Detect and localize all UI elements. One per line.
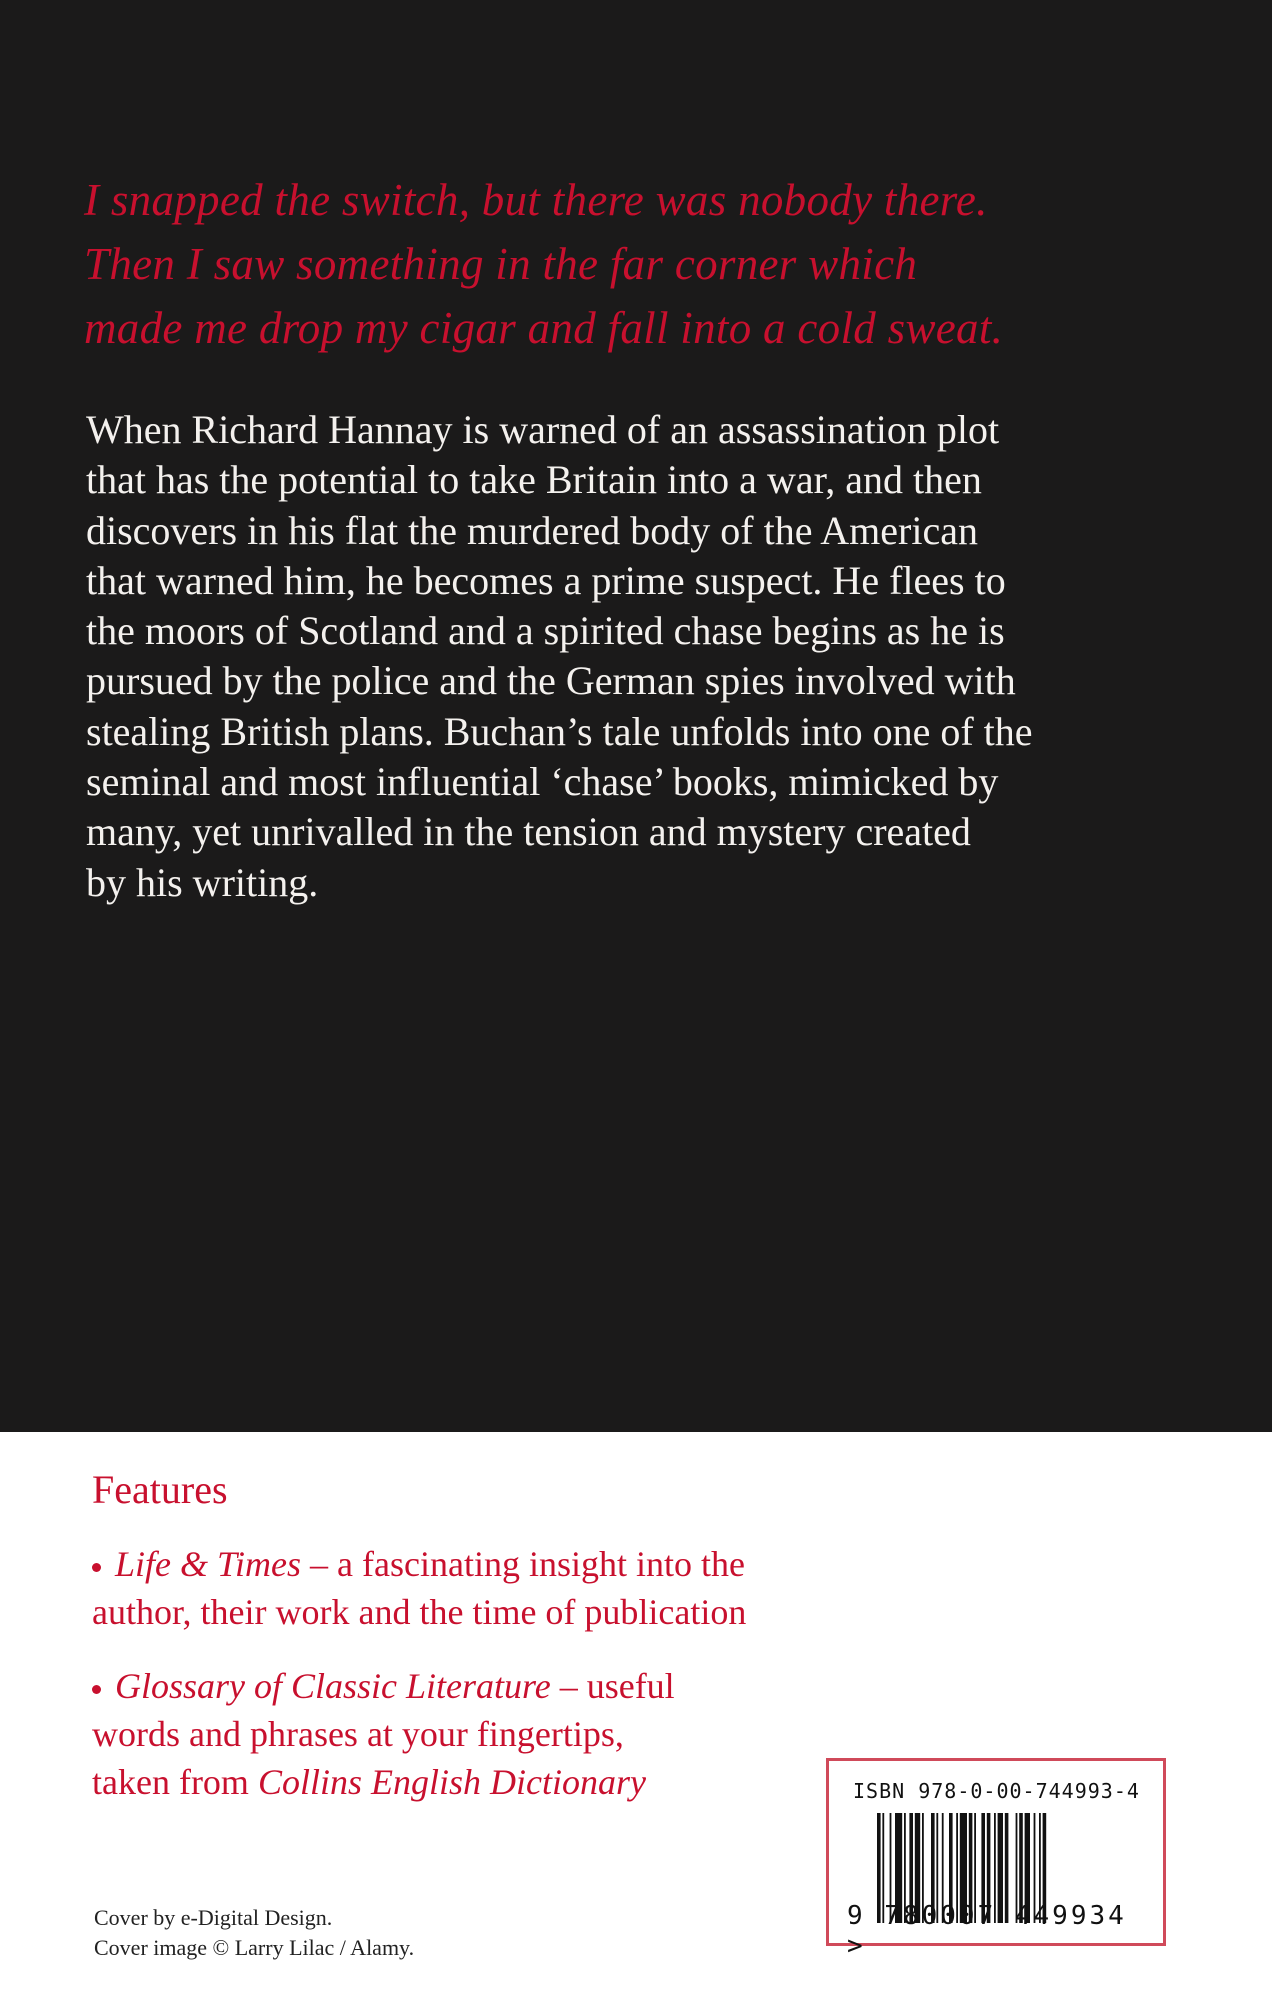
design-credit: Cover by e-Digital Design. [94,1905,333,1930]
blurb-line: that warned him, he becomes a prime suspect. He flees to [86,557,1006,603]
quote-line: Then I saw something in the far corner which [84,239,918,289]
isbn-label: ISBN 978-0-00-744993-4 [853,1779,1140,1803]
blurb-line: stealing British plans. Buchan’s tale unfolds into one of the [86,708,1033,754]
blurb-line: by his writing. [86,859,319,905]
bullet-icon [92,1685,101,1694]
blurb-line: many, yet unrivalled in the tension and mystery created [86,809,971,855]
feature-item-glossary [92,1662,675,1806]
blurb-line: that has the potential to take Britain into a war, and then [86,457,982,503]
image-credit: Cover image © Larry Lilac / Alamy. [94,1935,415,1960]
blurb-line: When Richard Hannay is warned of an assassination plot [86,407,1000,452]
feature-name: Life & Times [115,1544,302,1584]
feature-item-life-times [92,1540,746,1636]
blurb-line: seminal and most influential ‘chase’ books, mimicked by [86,759,999,805]
bullet-icon [92,1563,101,1572]
features-heading: Features [92,1467,228,1512]
blurb-line: the moors of Scotland and a spirited chase begins as he is [86,608,1005,654]
quote-line: I snapped the switch, but there was nobody there. [84,175,988,225]
quote-line: made me drop my cigar and fall into a cold sweat. [84,303,1004,353]
cover-credits [94,1903,414,1963]
blurb-line: pursued by the police and the German spies involved with [86,658,1016,704]
feature-desc: – useful [550,1666,675,1706]
feature-desc: taken from [92,1762,258,1802]
blurb-line: discovers in his flat the murdered body of the American [86,507,978,553]
feature-desc: author, their work and the time of publication [92,1592,747,1632]
barcode-digits: 9 780007 449934 > [847,1901,1127,1961]
feature-desc: – a fascinating insight into the [301,1544,745,1584]
pull-quote [84,168,1003,360]
dictionary-title: Collins English Dictionary [257,1762,646,1802]
feature-name: Glossary of Classic Literature [115,1666,551,1706]
book-blurb [86,405,1033,908]
isbn-barcode-box [826,1758,1166,1961]
feature-desc: words and phrases at your fingertips, [92,1714,624,1754]
